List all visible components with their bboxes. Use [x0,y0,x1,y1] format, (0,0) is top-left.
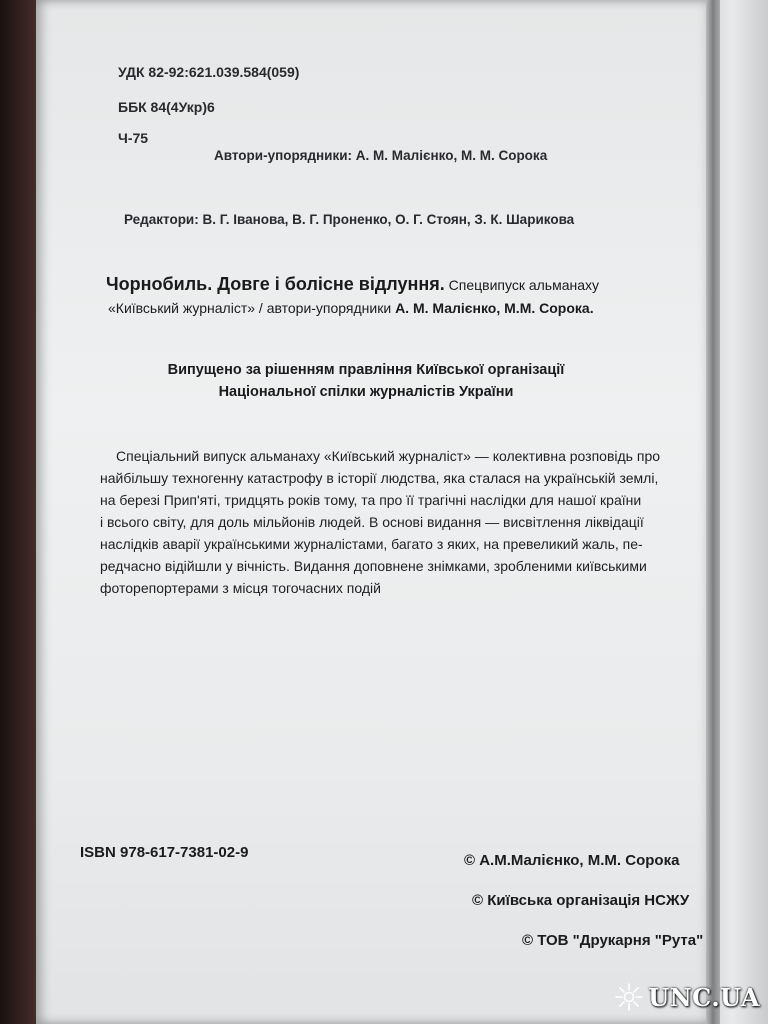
bbk-code: ББК 84(4Укр)6 [118,99,215,115]
book-page [36,0,712,1024]
watermark-text: UNC.UA [648,982,760,1012]
editors-line: Редактори: В. Г. Іванова, В. Г. Проненко, О. Г. Стоян, З. К. Шарикова [124,212,575,227]
book-spine [706,0,720,1024]
description-line: і всього світу, для доль мільйонів людей. В основі видання — висвітлення ліквідації [100,514,644,530]
isbn: ISBN 978-617-7381-02-9 [80,844,249,861]
title-line-2 [108,300,594,316]
decision-line-1: Випущено за рішенням правління Київської організації [167,362,565,378]
description-line: наслідків аварії українськими журналістами, багато з яких, на превеликий жаль, пе- [100,536,643,552]
decision-line-2: Національної спілки журналістів України [218,384,514,400]
title-line-1 [106,274,599,295]
copyright-authors: © А.М.Малієнко, М.М. Сорока [464,852,680,869]
background-left [0,0,40,1024]
sunburst-logo-icon [614,982,644,1012]
description-line: на березі Прип'яті, тридцять років тому, та про її трагічні наслідки для нашої країни [100,492,642,508]
copyright-printer: © ТОВ "Друкарня "Рута" [522,932,704,949]
author-code: Ч-75 [118,130,149,146]
title-subtitle-2: «Київський журналіст» / автори-упорядники [108,300,392,316]
description-line: фоторепортерами з місця тогочасних подій [100,580,381,596]
udk-code: УДК 82-92:621.039.584(059) [118,64,300,80]
compilers-line: Автори-упорядники: А. М. Малієнко, М. М. Сорока [214,148,548,163]
title-authors: А. М. Малієнко, М.М. Сорока. [395,300,594,316]
description-line: Спеціальний випуск альманаху «Київський журналіст» — колективна розповідь про [116,448,661,464]
copyright-organization: © Київська організація НСЖУ [472,892,690,909]
description-line: редчасно відійшли у вічність. Видання доповнене знімками, зробленими київськими [100,558,647,574]
book-title: Чорнобиль. Довге і болісне відлуння. [106,274,445,294]
description-line: найбільшу техногенну катастрофу в історії людства, яка сталася на українській землі, [100,470,659,486]
site-watermark [614,982,760,1012]
title-subtitle-1: Спецвипуск альманаху [448,277,600,293]
